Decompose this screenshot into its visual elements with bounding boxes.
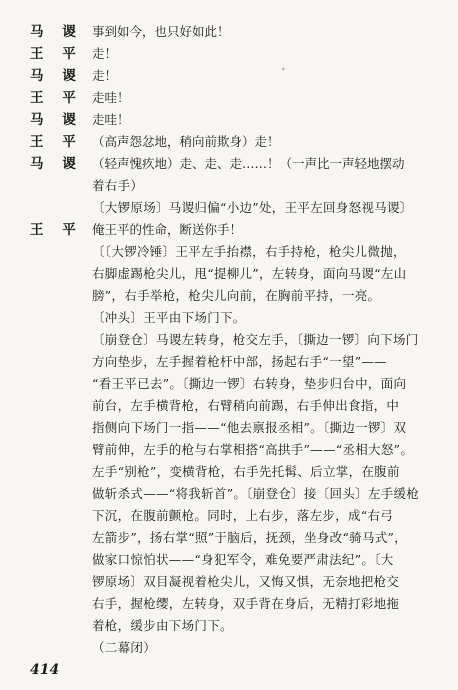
- speaker-label: 王 平: [30, 134, 83, 150]
- dialogue-text: 事到如今，也只好如此！: [92, 24, 230, 39]
- stage-direction-line: 锣原场〕双目凝视着枪尖儿，又悔又惧，无奈地把枪交: [92, 574, 400, 589]
- stage-direction-line: 右手，握枪缨，左转身，双手背在身后，无精打彩地拖: [92, 596, 400, 611]
- dialogue-text: 走哇！: [92, 90, 130, 105]
- stage-direction-line: 〔〔大锣冷锤〕王平左手抬襟，右手持枪，枪尖儿微抛，: [92, 244, 406, 259]
- stage-direction-line: 左手“别枪”，变横背枪，右手先托髯、后立掌，在腹前: [92, 464, 400, 479]
- dialogue-text: （高声怨忿地，稍向前欺身）走！: [92, 134, 280, 149]
- speaker-label: 马 谡: [30, 68, 83, 84]
- stage-direction-line: 臂前伸，左手的枪与右掌相搭“高拱手”——“丞相大怒”。: [92, 442, 414, 457]
- speaker-label: 王 平: [30, 46, 83, 62]
- speaker-label: 马 谡: [30, 112, 83, 128]
- stage-direction-line: 着右手）: [92, 178, 144, 193]
- stage-direction-line: 前台，左手横背枪，右臂稍向前踢，右手伸出食指，中: [92, 398, 400, 413]
- page-number: 414: [30, 662, 60, 678]
- stage-direction-line: 做斩杀式——“将我斩首”。〔崩登仓〕接〔回头〕左手缓枪: [92, 486, 420, 501]
- stage-direction-line: 做家口惊怕状——“身犯军令，难免要严肃法纪”。〔大: [92, 552, 394, 567]
- dialogue-text: （轻声愧疚地）走、走、走……！（一声比一声轻地摆动: [92, 156, 405, 171]
- dialogue-text: 走哇！: [92, 112, 130, 127]
- dialogue-text: 俺王平的性命，断送你手！: [92, 222, 243, 237]
- stage-direction-line: 〔崩登仓〕马谡左转身，枪交左手，〔撕边一锣〕向下场门: [92, 332, 419, 347]
- stage-direction-line: 下沉，在腹前颤枪。同时，上右步，落左步，成“右弓: [92, 508, 394, 523]
- stage-direction-line: 〔大锣原场〕马谡归偏“小边”处，王平左回身怒视马谡〕: [92, 200, 413, 215]
- dialogue-text: 走！: [92, 46, 118, 61]
- stage-direction-line: （二幕闭）: [92, 640, 157, 655]
- speaker-label: 王 平: [30, 222, 83, 238]
- dialogue-text: 走！: [92, 68, 118, 83]
- stage-direction-line: 方向垫步，左手握着枪杆中部，扬起右手“一望”——: [92, 354, 387, 369]
- stage-direction-line: 膀”，右手举枪，枪尖儿向前，在胸前平持，一亮。: [92, 288, 381, 303]
- speaker-label: 马 谡: [30, 24, 83, 40]
- speaker-label: 马 谡: [30, 156, 83, 172]
- speaker-label: 王 平: [30, 90, 83, 106]
- stage-direction-line: 右脚虚踢枪尖儿，甩“提柳儿”，左转身，面向马谡“左山: [92, 266, 407, 281]
- stage-direction-line: 〔冲头〕王平由下场门下。: [92, 310, 246, 325]
- stage-direction-line: 指侧向下场门一指——“他去禀报丞相”。〔撕边一锣〕双: [92, 420, 407, 435]
- stage-direction-line: 左箭步”，扬右掌“照”于脑后，抚颈，坐身改“骑马式”，: [92, 530, 408, 545]
- stage-direction-line: 着枪，缓步由下场门下。: [92, 618, 233, 633]
- stage-direction-line: “看王平已去”。〔撕边一锣〕右转身，垫步归台中，面向: [92, 376, 407, 391]
- print-mark: ⸗: [282, 64, 285, 73]
